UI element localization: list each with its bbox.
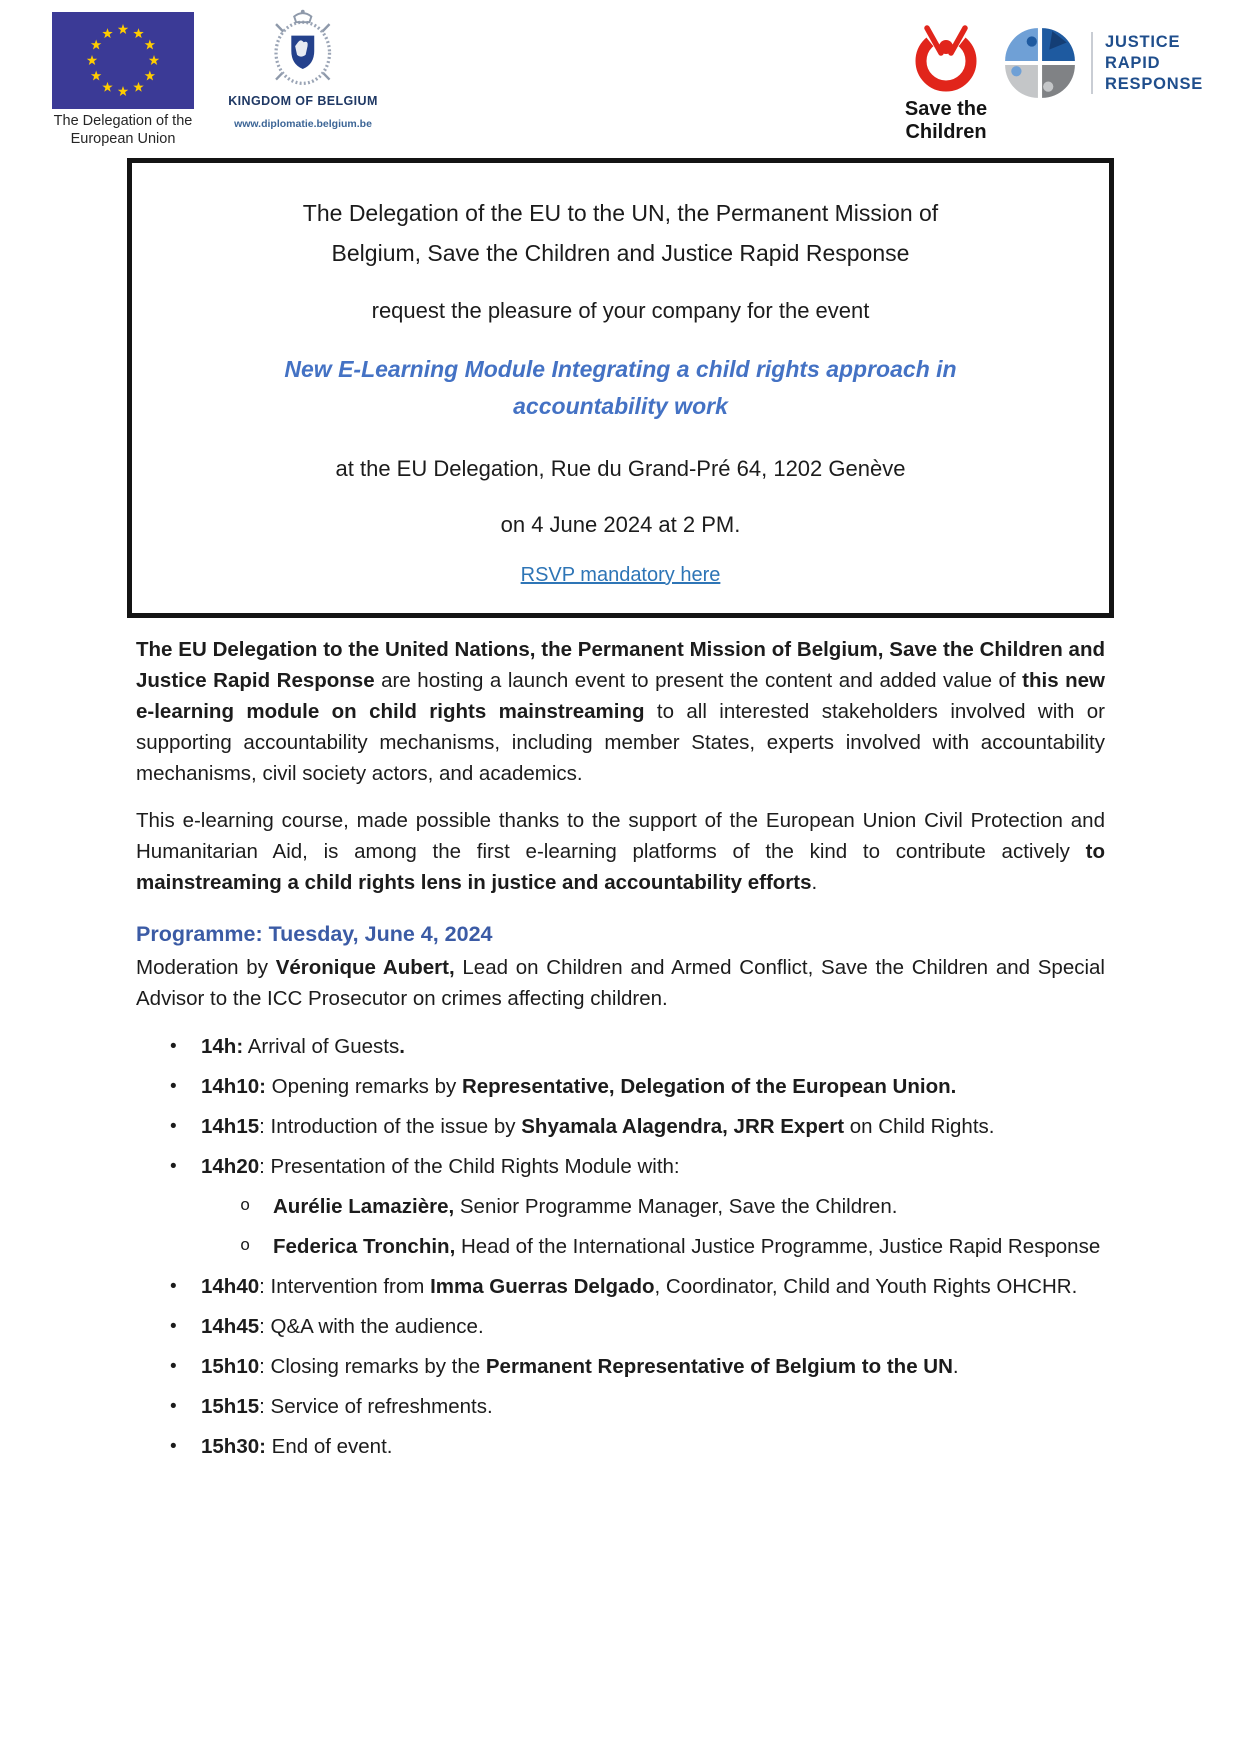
programme-item [136, 1111, 1105, 1142]
programme-item-text: 15h30: End of event. [201, 1435, 393, 1458]
programme-list [136, 1031, 1105, 1462]
programme-item [136, 1271, 1105, 1302]
jrr-label-line1: JUSTICE [1105, 32, 1181, 51]
programme-item-text: 14h45: Q&A with the audience. [201, 1315, 484, 1338]
programme-item [136, 1031, 1105, 1062]
event-title [166, 351, 1075, 425]
jrr-label-line2: RAPID [1105, 53, 1161, 72]
eu-delegation-logo [38, 12, 208, 148]
jrr-logo-divider [1091, 32, 1093, 94]
save-the-children-logo [891, 20, 1001, 144]
header-logos [0, 0, 1241, 150]
jrr-label-line3: RESPONSE [1105, 74, 1204, 93]
invitation-box [127, 158, 1114, 618]
event-location: at the EU Delegation, Rue du Grand-Pré 64, 1202 Genève [335, 456, 906, 481]
circle-bullet-icon: o [240, 1197, 251, 1216]
programme-item-text: Federica Tronchin, Head of the International Justice Programme, Justice Rapid Response [273, 1235, 1101, 1258]
programme-item-text: 14h: Arrival of Guests. [201, 1035, 405, 1058]
kingdom-of-belgium-logo [228, 5, 378, 130]
programme-item [136, 1391, 1105, 1422]
event-title-line1: New E-Learning Module Integrating a child rights approach in [284, 356, 957, 382]
bullet-icon: • [170, 1436, 177, 1457]
programme-item-text: 14h15: Introduction of the issue by Shyamala Alagendra, JRR Expert on Child Rights. [201, 1115, 995, 1138]
bullet-icon: • [170, 1076, 177, 1097]
intro-paragraphs [136, 634, 1105, 898]
bullet-icon: • [170, 1276, 177, 1297]
programme-item-text: Aurélie Lamazière, Senior Programme Manager, Save the Children. [273, 1195, 898, 1218]
bullet-icon: • [170, 1396, 177, 1417]
programme-item-text: 15h15: Service of refreshments. [201, 1395, 493, 1418]
request-line: request the pleasure of your company for the event [371, 298, 870, 323]
circle-bullet-icon: o [240, 1237, 251, 1256]
programme-item [136, 1151, 1105, 1182]
paragraph: The EU Delegation to the United Nations, the Permanent Mission of Belgium, Save the Children and Justice Rapid Response are hosting a launch event to present the content and added value of this new e-learning module on child rights mainstreaming to all interested stakeholders involved with or supporting accountability mechanisms, including member States, experts involved with accountability mechanisms, civil society actors, and academics. [136, 638, 1106, 785]
programme-item-text: 14h10: Opening remarks by Representative, Delegation of the European Union. [201, 1075, 957, 1098]
belgium-coat-of-arms-icon [255, 5, 351, 91]
bullet-icon: • [170, 1036, 177, 1057]
programme-heading: Programme: Tuesday, June 4, 2024 [136, 922, 493, 946]
eu-logo-caption-line2: European Union [70, 131, 176, 147]
hosts-line [166, 193, 1075, 273]
save-the-children-label-line2: Children [905, 121, 987, 143]
bullet-icon: • [170, 1156, 177, 1177]
programme-item [136, 1071, 1105, 1102]
justice-rapid-response-logo [1001, 24, 1203, 102]
rsvp-link[interactable]: RSVP mandatory here [520, 564, 721, 586]
programme-item-text: 14h20: Presentation of the Child Rights Module with: [201, 1155, 680, 1178]
hosts-line1: The Delegation of the EU to the UN, the Permanent Mission of [302, 200, 939, 226]
belgium-logo-url: www.diplomatie.belgium.be [234, 118, 372, 130]
hosts-line2: Belgium, Save the Children and Justice Rapid Response [331, 240, 910, 266]
save-the-children-label-line1: Save the [904, 98, 988, 120]
programme-item [136, 1231, 1105, 1262]
programme-item [136, 1351, 1105, 1382]
document-body [0, 634, 1241, 1462]
bullet-icon: • [170, 1116, 177, 1137]
programme-item-text: 15h10: Closing remarks by the Permanent Representative of Belgium to the UN. [201, 1355, 959, 1378]
paragraph: This e-learning course, made possible thanks to the support of the European Union Civil Protection and Humanitarian Aid, is among the first e-learning platforms of the kind to contribute actively to mainstreaming a child rights lens in justice and accountability efforts. [136, 809, 1105, 894]
jrr-logo-text [1105, 32, 1203, 95]
programme-item [136, 1311, 1105, 1342]
event-title-line2: accountability work [513, 393, 728, 419]
jrr-puzzle-icon [1001, 24, 1079, 102]
event-datetime: on 4 June 2024 at 2 PM. [500, 512, 741, 537]
bullet-icon: • [170, 1316, 177, 1337]
bullet-icon: • [170, 1356, 177, 1377]
programme-item-text: 14h40: Intervention from Imma Guerras Delgado, Coordinator, Child and Youth Rights OHCHR. [201, 1275, 1078, 1298]
programme-item [136, 1431, 1105, 1462]
moderation-paragraph: Moderation by Véronique Aubert, Lead on Children and Armed Conflict, Save the Children and Special Advisor to the ICC Prosecutor on crimes affecting children. [136, 956, 1105, 1010]
eu-flag-icon [52, 12, 194, 109]
eu-logo-caption-line1: The Delegation of the [53, 113, 193, 129]
programme-item [136, 1191, 1105, 1222]
save-the-children-icon [910, 20, 982, 94]
belgium-logo-title: KINGDOM OF BELGIUM [228, 94, 378, 108]
